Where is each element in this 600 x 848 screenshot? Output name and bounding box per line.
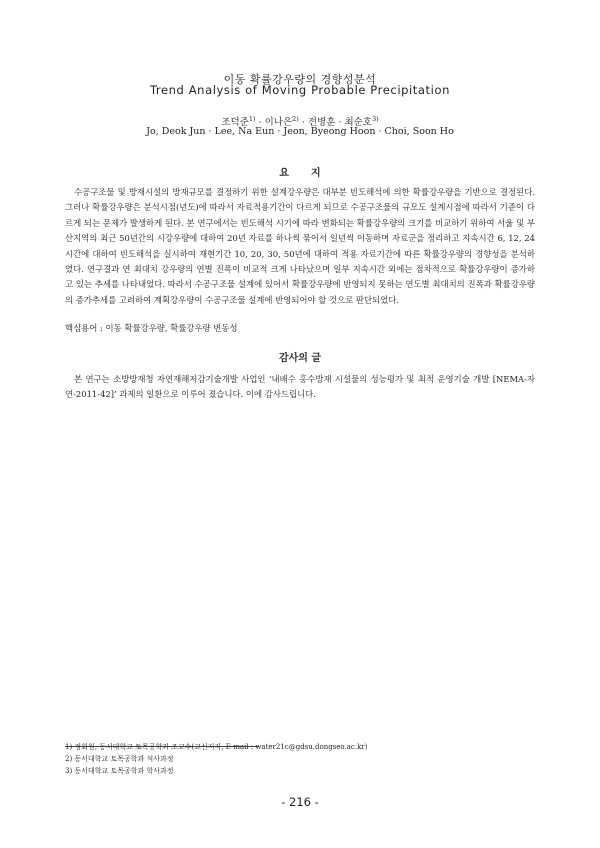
- page-number: - 216 -: [281, 795, 319, 809]
- acknowledgement-heading: 감사의 글: [278, 353, 322, 364]
- abstract-body: 수공구조물 및 방재시설의 방재규모를 결정하기 위한 설계강우량은 대부분 빈도해석에 의한 확률강우량을 기반으로 결정된다. 그러나 확률강우량은 분석시점(년도)에 따라서 자료적용기간이 다르게 되므로 수공구조물의 규모도 설계시점에 따라서 기준이 다르게 되는 문제가 발생하게 된다. 본 연구에서는 빈도해석 시기에 따라 변화되는 확률강우량의 크기를 비교하기 위하여 서울 및 부산지역의 최근 50년간의 시강우량에 대하여 20년 자료를 하나씩 묶어서 일년씩 이동하며 자료군을 정리하고 지속시간 6, 12, 24시간에 대하여 빈도해석을 실시하여 재현기간 10, 20, 30, 50년에 대하여 적용 자료기간에 따른 확률강우량의 경향성을 분석하였다. 연구결과 연 최대치 강우량의 연별 진폭이 비교적 크게 나타났으며 일부 지속시간 외에는 점차적으로 확률강우량이 증가하고 있는 추세를 나타내었다. 따라서 수공구조물 설계에 있어서 확률강우량에 반영되지 못하는 연도별 최대치의 진폭과 확률강우량의 증가추세를 고려하여 계획강우량이 수공구조물 설계에 반영되어야 할 것으로 판단되었다.: [65, 187, 535, 305]
- keywords: 핵심용어 : 이동 확률강우량, 확률강우량 변동성: [65, 323, 238, 333]
- author-footnote-mark: 1): [248, 114, 256, 123]
- author-name: 최순호: [344, 117, 372, 128]
- author-footnote-mark: 2): [292, 114, 299, 123]
- footnote-item: 1) 정회원, 동서대학교 토목공학과 조교수(교신저자, E-mail : water21c@gdsu.dongseo.ac.kr): [65, 743, 368, 751]
- abstract-heading: 요지: [279, 168, 343, 179]
- footnote-item: 3) 동서대학교 토목공학과 학사과정: [65, 767, 174, 775]
- acknowledgement-body: 본 연구는 소방방재청 자연재해저감기술개발 사업인 ‘내배수 홍수방재 시설물의 성능평가 및 최적 운영기술 개발 [NEMA-자연-2011-42]’ 과제의 일환으로 이루어 졌습니다. 이에 감사드립니다.: [65, 374, 535, 400]
- footnote-item: 2) 동서대학교 토목공학과 석사과정: [65, 755, 174, 763]
- title-korean: 이동 확률강우량의 경향성분석: [223, 73, 377, 86]
- author-separator: ·: [298, 117, 308, 128]
- author-footnote-mark: 3): [371, 114, 379, 123]
- footnotes: [65, 741, 535, 777]
- author-name: 조덕준: [221, 117, 249, 128]
- author-name: 이나은: [264, 117, 293, 128]
- title-english: Trend Analysis of Moving Probable Precipitation: [149, 83, 450, 97]
- authors-english: Jo, Deok Jun · Lee, Na Eun · Jeon, Byeong Hoon · Choi, Soon Ho: [146, 126, 454, 137]
- author-separator: ·: [335, 117, 345, 128]
- author-name: 전병훈: [307, 117, 336, 128]
- author-separator: ·: [255, 117, 265, 128]
